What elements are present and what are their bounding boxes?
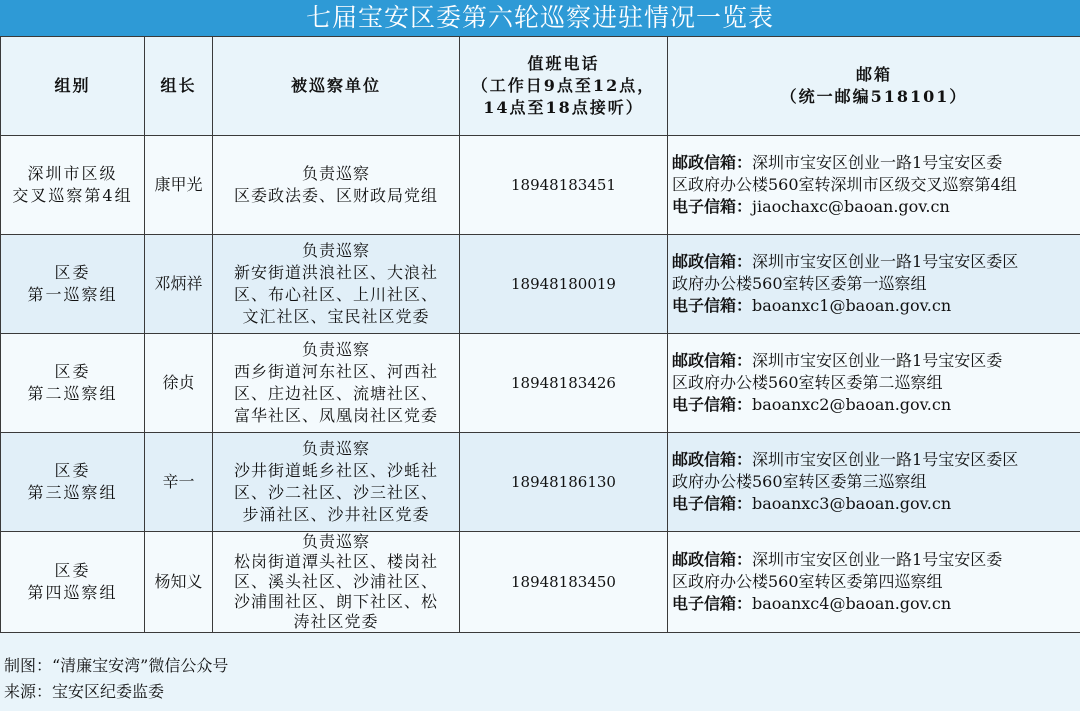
mail-cell xyxy=(668,532,1080,633)
email-label: 电子信箱： xyxy=(672,197,753,216)
header-mail-title: 邮箱 xyxy=(855,65,892,84)
unit-head: 负责巡察 xyxy=(301,340,370,359)
phone-cell: 18948183450 xyxy=(460,532,668,633)
unit-line: 区委政法委、区财政局党组 xyxy=(233,186,438,205)
table-row xyxy=(1,334,1080,433)
email-address[interactable]: baoanxc1@baoan.gov.cn xyxy=(752,296,952,315)
unit-cell xyxy=(213,235,460,334)
unit-line: 涛社区党委 xyxy=(293,612,379,631)
email-address[interactable]: baoanxc3@baoan.gov.cn xyxy=(752,494,952,513)
unit-line: 松岗街道潭头社区、楼岗社 xyxy=(233,552,438,571)
table-row xyxy=(1,433,1080,532)
mail-cell xyxy=(668,136,1080,235)
mail-cell xyxy=(668,433,1080,532)
unit-line: 区、布心社区、上川社区、 xyxy=(233,285,438,304)
mail-cell xyxy=(668,334,1080,433)
group-cell xyxy=(1,433,145,532)
email-line xyxy=(672,394,1074,416)
header-mail-sub: （统一邮编518101） xyxy=(780,87,968,106)
postal-line xyxy=(672,350,1074,372)
group-line: 第一巡察组 xyxy=(27,285,118,304)
phone-cell: 18948183426 xyxy=(460,334,668,433)
leader-cell: 徐贞 xyxy=(145,334,213,433)
leader-cell: 康甲光 xyxy=(145,136,213,235)
footer-source: 来源：宝安区纪委监委 xyxy=(4,682,165,701)
leader-cell: 邓炳祥 xyxy=(145,235,213,334)
email-label: 电子信箱： xyxy=(672,594,753,613)
unit-cell xyxy=(213,532,460,633)
email-line xyxy=(672,295,1074,317)
postal-address: 深圳市宝安区创业一路1号宝安区委 xyxy=(752,153,1003,172)
phone-cell: 18948186130 xyxy=(460,433,668,532)
header-leader: 组长 xyxy=(145,37,213,136)
leader-cell: 杨知义 xyxy=(145,532,213,633)
email-line xyxy=(672,196,1074,218)
unit-head: 负责巡察 xyxy=(301,439,370,458)
header-unit: 被巡察单位 xyxy=(213,37,460,136)
postal-address: 深圳市宝安区创业一路1号宝安区委区 xyxy=(752,252,1019,271)
email-label: 电子信箱： xyxy=(672,296,753,315)
postal-label: 邮政信箱： xyxy=(672,153,753,172)
unit-line: 区、溪头社区、沙浦社区、 xyxy=(233,572,438,591)
postal-line xyxy=(672,449,1074,471)
group-line: 区委 xyxy=(54,461,91,480)
postal-line xyxy=(672,251,1074,273)
postal-line xyxy=(672,549,1074,571)
page-title: 七届宝安区委第六轮巡察进驻情况一览表 xyxy=(0,0,1080,36)
unit-cell xyxy=(213,334,460,433)
group-line: 交叉巡察第4组 xyxy=(12,186,133,205)
unit-head: 负责巡察 xyxy=(301,164,370,183)
group-cell xyxy=(1,136,145,235)
postal-address-cont: 政府办公楼560室转区委第一巡察组 xyxy=(672,274,927,293)
email-address[interactable]: baoanxc2@baoan.gov.cn xyxy=(752,395,952,414)
group-line: 深圳市区级 xyxy=(27,164,118,183)
footer-made-by: 制图：“清廉宝安湾”微信公众号 xyxy=(4,656,229,675)
unit-line: 西乡街道河东社区、河西社 xyxy=(233,362,438,381)
postal-address-cont: 区政府办公楼560室转区委第四巡察组 xyxy=(672,572,943,591)
postal-address: 深圳市宝安区创业一路1号宝安区委区 xyxy=(752,450,1019,469)
table-row xyxy=(1,235,1080,334)
unit-cell xyxy=(213,136,460,235)
header-phone xyxy=(460,37,668,136)
unit-line: 沙井街道蚝乡社区、沙蚝社 xyxy=(233,461,438,480)
footer xyxy=(0,653,1080,711)
email-address[interactable]: baoanxc4@baoan.gov.cn xyxy=(752,594,952,613)
group-cell xyxy=(1,532,145,633)
unit-line: 沙浦围社区、朗下社区、松 xyxy=(233,592,438,611)
group-line: 区委 xyxy=(54,362,91,381)
email-address[interactable]: jiaochaxc@baoan.gov.cn xyxy=(752,197,950,216)
email-label: 电子信箱： xyxy=(672,494,753,513)
group-cell xyxy=(1,334,145,433)
header-phone-sub1: （工作日9点至12点， xyxy=(471,76,656,95)
unit-line: 区、庄边社区、流塘社区、 xyxy=(233,384,438,403)
postal-address-cont: 政府办公楼560室转区委第三巡察组 xyxy=(672,472,927,491)
group-line: 第四巡察组 xyxy=(27,583,118,602)
unit-line: 区、沙二社区、沙三社区、 xyxy=(233,483,438,502)
inspection-table xyxy=(0,36,1080,633)
leader-cell: 辛一 xyxy=(145,433,213,532)
unit-line: 文汇社区、宝民社区党委 xyxy=(242,307,430,326)
phone-cell: 18948180019 xyxy=(460,235,668,334)
table-row xyxy=(1,136,1080,235)
unit-head: 负责巡察 xyxy=(301,241,370,260)
email-line xyxy=(672,493,1074,515)
table-row xyxy=(1,532,1080,633)
postal-label: 邮政信箱： xyxy=(672,450,753,469)
unit-cell xyxy=(213,433,460,532)
postal-address: 深圳市宝安区创业一路1号宝安区委 xyxy=(752,550,1003,569)
unit-line: 富华社区、凤凰岗社区党委 xyxy=(233,406,438,425)
header-phone-sub2: 14点至18点接听） xyxy=(483,98,644,117)
unit-line: 步涌社区、沙井社区党委 xyxy=(242,505,430,524)
group-line: 第二巡察组 xyxy=(27,384,118,403)
postal-address: 深圳市宝安区创业一路1号宝安区委 xyxy=(752,351,1003,370)
group-line: 区委 xyxy=(54,263,91,282)
email-label: 电子信箱： xyxy=(672,395,753,414)
postal-label: 邮政信箱： xyxy=(672,550,753,569)
postal-address-cont: 区政府办公楼560室转区委第二巡察组 xyxy=(672,373,943,392)
postal-label: 邮政信箱： xyxy=(672,252,753,271)
group-line: 区委 xyxy=(54,561,91,580)
unit-head: 负责巡察 xyxy=(301,532,370,551)
email-line xyxy=(672,593,1074,615)
phone-cell: 18948183451 xyxy=(460,136,668,235)
postal-line xyxy=(672,152,1074,174)
header-mail xyxy=(668,37,1080,136)
unit-line: 新安街道洪浪社区、大浪社 xyxy=(233,263,438,282)
header-group: 组别 xyxy=(1,37,145,136)
postal-address-cont: 区政府办公楼560室转深圳市区级交叉巡察第4组 xyxy=(672,175,1017,194)
header-phone-title: 值班电话 xyxy=(527,54,600,73)
mail-cell xyxy=(668,235,1080,334)
group-line: 第三巡察组 xyxy=(27,483,118,502)
postal-label: 邮政信箱： xyxy=(672,351,753,370)
group-cell xyxy=(1,235,145,334)
header-row xyxy=(1,37,1080,136)
